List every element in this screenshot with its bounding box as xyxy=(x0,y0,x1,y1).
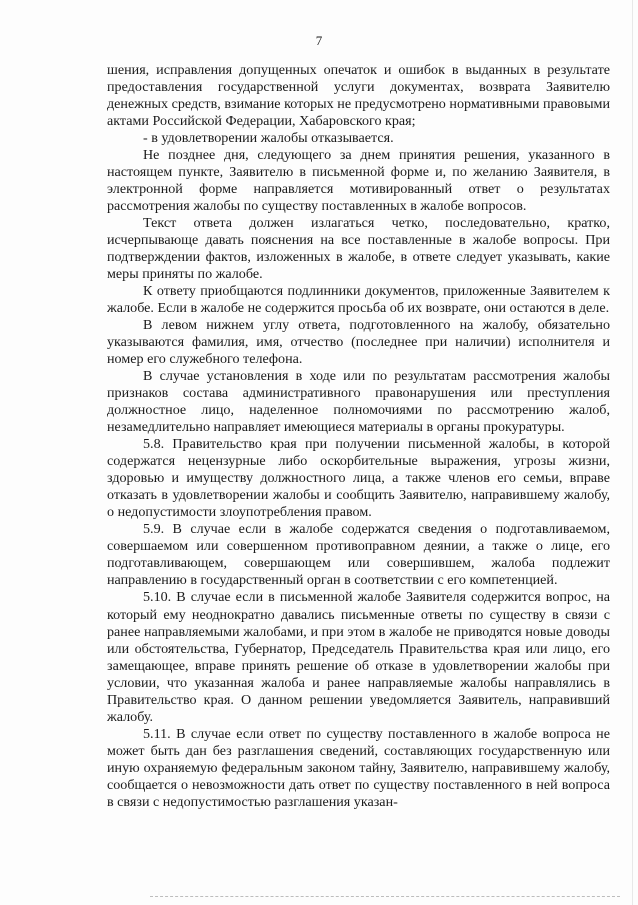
clause-5-11: 5.11. В случае если ответ по существу поставленного в жалобе вопроса не может быть дан без разглашения сведений, составляющих государственную или иную охраняемую федеральным законом тайну, Заявителю, направившему жалобу, сообщается о невозможности дать ответ по существу поставленного в ней вопроса в связи с недопустимостью разглашения указан- xyxy=(107,725,610,810)
clause-5-9: 5.9. В случае если в жалобе содержатся сведения о подготавливаемом, совершаемом или совершенном противоправном деянии, а также о лице, его подготавливающем, совершающем или совершившем, жалоба подлежит направлению в государственный орган в соответствии с его компетенцией. xyxy=(107,521,610,589)
page-number: 7 xyxy=(315,33,323,48)
clause-5-8: 5.8. Правительство края при получении письменной жалобы, в которой содержатся нецензурные либо оскорбительные выражения, угрозы жизни, здоровью и имуществу должностного лица, а также членов его семьи, вправе отказать в удовлетворении жалобы и сообщить Заявителю, направившему жалобу, о недопустимости злоупотребления правом. xyxy=(107,436,610,521)
paragraph-response-text: Текст ответа должен излагаться четко, последовательно, кратко, исчерпывающе давать пояснения на все поставленные в жалобе вопросы. При подтверждении фактов, изложенных в жалобе, в ответе следует указывать, какие меры приняты по жалобе. xyxy=(107,215,610,283)
paragraph-originals: К ответу приобщаются подлинники документов, приложенные Заявителем к жалобе. Если в жалобе не содержится просьба об их возврате, они остаются в деле. xyxy=(107,283,610,317)
scan-edge xyxy=(632,0,633,905)
paragraph-prosecution: В случае установления в ходе или по результатам рассмотрения жалобы признаков состава административного правонарушения или преступления должностное лицо, наделенное полномочиями по рассмотрению жалоб, незамедлительно направляет имеющиеся материалы в органы прокуратуры. xyxy=(107,368,610,436)
paragraph-continuation: шения, исправления допущенных опечаток и ошибок в выданных в результате предоставления государственной услуги документах, возврата Заявителю денежных средств, взимание которых не предусмотрено нормативными правовыми актами Российской Федерации, Хабаровского края; xyxy=(107,62,610,130)
clause-5-10: 5.10. В случае если в письменной жалобе Заявителя содержится вопрос, на который ему неоднократно давались письменные ответы по существу в связи с ранее направляемыми жалобами, и при этом в жалобе не приводятся новые доводы или обстоятельства, Губернатор, Председатель Правительства края или лицо, его замещающее, вправе принять решение об отказе в удовлетворении жалобы при условии, что указанная жалоба и ранее направляемые жалобы направлялись в Правительство края. О данном решении уведомляется Заявитель, направивший жалобу. xyxy=(107,589,610,725)
body-text xyxy=(107,62,610,811)
paragraph-refusal: - в удовлетворении жалобы отказывается. xyxy=(143,130,394,147)
footer-divider xyxy=(150,896,620,897)
paragraph-executor: В левом нижнем углу ответа, подготовленного на жалобу, обязательно указываются фамилия, имя, отчество (последнее при наличии) исполнителя и номер его служебного телефона. xyxy=(107,317,610,368)
paragraph-response-deadline: Не позднее дня, следующего за днем принятия решения, указанного в настоящем пункте, Заявителю в письменной форме и, по желанию Заявителя, в электронной форме направляется мотивированный ответ о результатах рассмотрения жалобы по существу поставленных в жалобе вопросов. xyxy=(107,147,610,215)
